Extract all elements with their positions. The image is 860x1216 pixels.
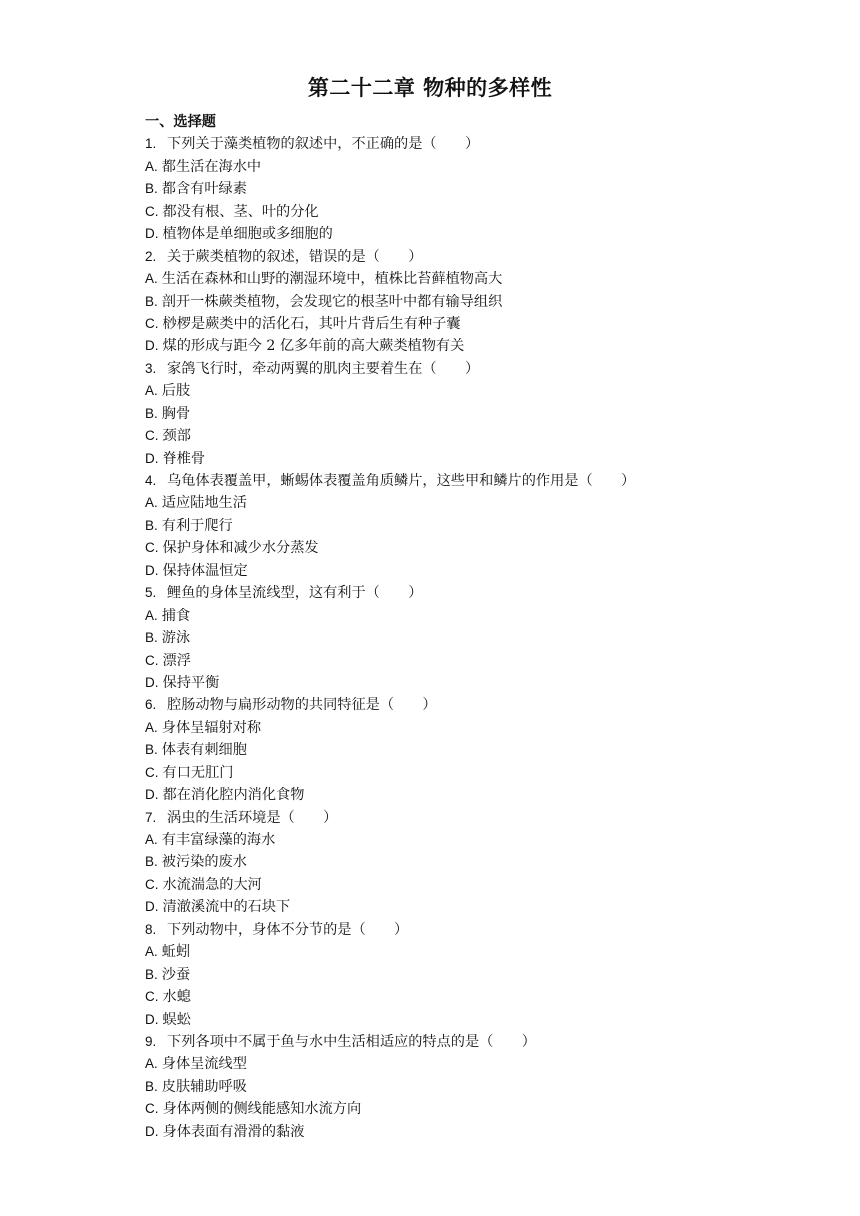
option-letter: C. [145,989,159,1005]
question-number: 1. [145,136,157,152]
option-letter: C. [145,428,159,444]
option-text: 保护身体和减少水分蒸发 [162,540,319,557]
option-text: 保持平衡 [162,674,220,691]
answer-option [145,896,745,918]
option-text: 适应陆地生活 [161,495,247,512]
answer-option [145,223,745,245]
question-text: 下列动物中，身体不分节的是（ ） [167,921,409,938]
answer-option [145,1121,745,1143]
option-text: 胸骨 [161,405,191,422]
option-text: 植物体是单细胞或多细胞的 [162,226,333,243]
question-stem [145,807,745,829]
option-text: 捕食 [161,607,191,624]
answer-option [145,941,745,963]
option-text: 被污染的废水 [161,854,247,871]
answer-option [145,156,745,178]
option-letter: A. [145,383,158,399]
answer-option [145,650,745,672]
question-stem [145,1031,745,1053]
question-stem [145,358,745,380]
document-title: 第二十二章 物种的多样性 [307,75,553,100]
option-letter: A. [145,719,158,735]
question-text: 家鸽飞行时，牵动两翼的肌肉主要着生在（ ） [167,360,480,377]
answer-option [145,851,745,873]
question-stem [145,694,745,716]
option-letter: B. [145,742,158,758]
answer-option [145,201,745,223]
option-text: 有丰富绿藻的海水 [161,832,276,848]
question-text: 关于蕨类植物的叙述，错误的是（ ） [167,248,423,265]
option-text: 后肢 [161,383,191,400]
option-letter: D. [145,674,159,690]
option-letter: C. [145,1101,159,1117]
answer-option [145,448,745,470]
option-text: 有利于爬行 [161,517,233,534]
answer-option [145,762,745,784]
question-number: 4. [145,473,157,488]
option-letter: C. [145,203,159,219]
question-stem [145,919,745,941]
question-number: 8. [145,921,157,937]
option-text: 漂浮 [162,652,191,669]
answer-option [145,1098,745,1120]
option-letter: B. [145,966,158,982]
answer-option [145,964,745,986]
answer-option [145,335,745,357]
option-text: 都在消化腔内消化食物 [162,787,305,804]
option-letter: D. [145,1011,159,1027]
option-letter: D. [145,450,159,466]
option-text: 皮肤辅助呼吸 [161,1078,247,1095]
question-number: 7. [145,809,157,825]
answer-option [145,739,745,761]
option-text: 体表有刺细胞 [161,742,247,759]
option-text: 沙蚕 [161,966,191,983]
option-text: 蚯蚓 [161,944,191,961]
option-letter: B. [145,181,158,197]
question-list [145,111,745,1143]
option-letter: B. [145,293,158,309]
option-letter: D. [145,226,159,242]
question-stem [145,246,745,268]
answer-option [145,627,745,649]
question-number: 6. [145,697,157,713]
question-stem [145,582,745,604]
option-text: 水流湍急的大河 [162,876,262,893]
question-number: 3. [145,360,157,376]
answer-option [145,560,745,582]
answer-option [145,291,745,313]
answer-option [145,605,745,627]
option-text: 身体呈流线型 [161,1056,247,1073]
answer-option [145,784,745,806]
answer-option [145,268,745,290]
option-letter: D. [145,338,159,354]
answer-option [145,178,745,200]
option-letter: C. [145,764,159,780]
question-text: 乌龟体表覆盖甲，蜥蜴体表覆盖角质鳞片，这些甲和鳞片的作用是（ ） [167,473,636,489]
answer-option [145,425,745,447]
option-letter: B. [145,854,158,870]
option-text: 清澈溪流中的石块下 [162,899,291,916]
answer-option [145,874,745,896]
question-text: 下列各项中不属于鱼与水中生活相适应的特点的是（ ） [167,1033,536,1050]
answer-option [145,829,745,851]
option-letter: A. [145,271,158,287]
answer-option [145,986,745,1008]
option-letter: D. [145,787,159,803]
option-text: 游泳 [161,630,191,647]
answer-option [145,515,745,537]
option-text: 桫椤是蕨类中的活化石，其叶片背后生有种子囊 [162,315,461,332]
option-letter: A. [145,158,158,174]
option-letter: B. [145,630,158,646]
option-letter: D. [145,1123,159,1139]
answer-option [145,672,745,694]
option-text: 都生活在海水中 [161,158,262,175]
option-letter: B. [145,517,158,533]
question-text: 腔肠动物与扁形动物的共同特征是（ ） [167,697,437,714]
option-letter: C. [145,315,159,331]
option-letter: B. [145,405,158,421]
option-letter: C. [145,540,159,556]
question-text: 鲤鱼的身体呈流线型，这有利于（ ） [167,585,423,602]
option-letter: A. [145,944,158,960]
question-number: 9. [145,1033,157,1049]
option-text: 身体表面有滑滑的黏液 [162,1123,305,1140]
question-stem [145,133,745,155]
option-letter: D. [145,562,159,578]
answer-option [145,403,745,425]
option-letter: C. [145,876,159,892]
option-letter: A. [145,832,158,847]
question-text: 涡虫的生活环境是（ ） [167,809,338,826]
section-heading: 一、选择题 [145,114,216,130]
option-text: 生活在森林和山野的潮湿环境中，植株比苔藓植物高大 [161,271,503,288]
option-letter: B. [145,1078,158,1094]
answer-option [145,313,745,335]
question-number: 2. [145,248,157,264]
question-number: 5. [145,585,157,601]
answer-option [145,537,745,559]
option-text: 颈部 [162,428,191,445]
question-stem [145,470,745,492]
answer-option [145,380,745,402]
option-text: 都没有根、茎、叶的分化 [162,203,319,220]
answer-option [145,492,745,514]
option-letter: A. [145,495,158,511]
option-text: 蜈蚣 [162,1011,191,1028]
question-text: 下列关于藻类植物的叙述中，不正确的是（ ） [167,136,480,153]
option-text: 煤的形成与距今 2 亿多年前的高大蕨类植物有关 [162,338,465,355]
option-text: 身体呈辐射对称 [161,719,262,736]
option-text: 剖开一株蕨类植物，会发现它的根茎叶中都有输导组织 [161,293,503,310]
option-text: 身体两侧的侧线能感知水流方向 [162,1101,362,1118]
option-letter: C. [145,652,159,668]
option-text: 都含有叶绿素 [161,181,247,198]
option-text: 水螅 [162,989,191,1006]
option-letter: A. [145,607,158,623]
option-text: 保持体温恒定 [162,562,248,579]
answer-option [145,1076,745,1098]
answer-option [145,1009,745,1031]
option-text: 脊椎骨 [162,450,206,467]
answer-option [145,717,745,739]
option-letter: D. [145,899,159,915]
option-letter: A. [145,1056,158,1072]
answer-option [145,1053,745,1075]
option-text: 有口无肛门 [162,764,234,781]
